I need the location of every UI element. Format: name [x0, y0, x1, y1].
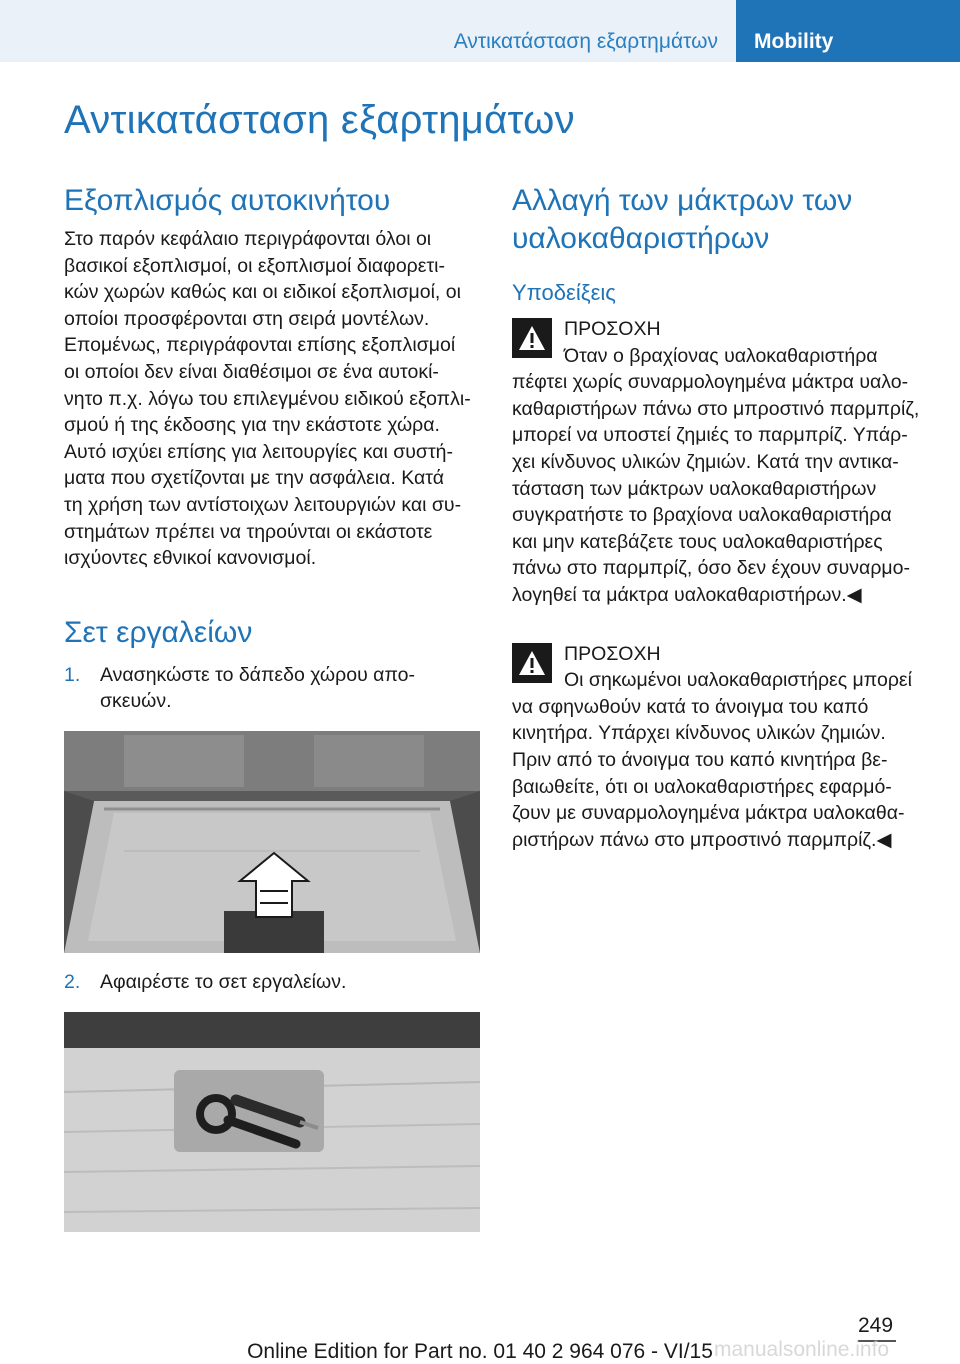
wiper-heading-line: Αλλαγή των μάκτρων των — [512, 184, 853, 217]
text-line: σμού ή της έκδοσης για την εκάστοτε χώρα. — [64, 414, 440, 437]
text-line: κών χωρών καθώς και οι ειδικοί εξοπλισμοί, οι — [64, 281, 461, 304]
trunk-floor-photo — [64, 731, 480, 953]
running-header-section-text: Αντικατάσταση εξαρτημάτων — [453, 30, 718, 53]
step-number: 2. — [64, 970, 81, 993]
text-line: ριστήρων πάνω στο μπροστινό παρμπρίζ.◀ — [512, 828, 892, 851]
text-line: Αυτό ισχύει επίσης για λειτουργίες και συστή‐ — [64, 440, 454, 463]
text-line: λογηθεί τα μάκτρα υαλοκαθαριστήρων.◀ — [512, 583, 862, 606]
text-line: χει κίνδυνος υλικών ζημιών. Κατά την αντικα‐ — [512, 450, 899, 473]
step-text-line: Ανασηκώστε το δάπεδο χώρου απο‐ — [100, 663, 415, 686]
caution-text — [512, 316, 924, 609]
text-line: βασικοί εξοπλισμοί, οι εξοπλισμοί διαφορετι‐ — [64, 254, 445, 277]
step-item — [64, 662, 484, 715]
page-number: 249 — [858, 1314, 894, 1337]
text-line: συγκρατήστε το βραχίονα υαλοκαθαριστήρα — [512, 504, 892, 527]
toolkit-heading: Σετ εργαλείων — [64, 615, 253, 649]
wiper-heading-line: υαλοκαθαριστήρων — [512, 222, 770, 255]
text-line: ματα που σχετίζονται με την ασφάλεια. Κατά — [64, 467, 444, 490]
text-line: τάσταση των μάκτρων υαλοκαθαριστήρων — [512, 477, 877, 500]
text-line: Επομένως, περιγράφονται επίσης εξοπλισμοί — [64, 334, 456, 357]
caution-label: ΠΡΟΣΟΧΗ — [564, 318, 661, 340]
step-number: 1. — [64, 663, 81, 686]
warning-icon — [512, 643, 552, 683]
notes-subheading: Υποδείξεις — [512, 280, 616, 305]
text-line: Πριν από το άνοιγμα του καπό κινητήρα βε‐ — [512, 748, 888, 771]
left-column — [64, 182, 484, 1248]
caution-label: ΠΡΟΣΟΧΗ — [564, 642, 661, 665]
step-text-line: Αφαιρέστε το σετ εργαλείων. — [100, 970, 347, 993]
caution-block — [512, 641, 924, 854]
text-line: πέφτει χωρίς συναρμολογημένα μάκτρα υαλο‐ — [512, 371, 909, 394]
text-line: Στο παρόν κεφάλαιο περιγράφονται όλοι οι — [64, 228, 432, 250]
caution-text — [512, 641, 924, 854]
toolkit-steps — [64, 662, 484, 715]
trunk-floor-illustration — [64, 731, 480, 953]
text-line: ζουν με συναρμολογημένα μάκτρα υαλοκαθα‐ — [512, 802, 905, 825]
warning-icon — [512, 318, 552, 358]
text-line: Όταν ο βραχίονας υαλοκαθαριστήρα — [564, 344, 878, 367]
equipment-heading: Εξοπλισμός αυτοκινήτου — [64, 184, 391, 217]
wiper-heading — [512, 182, 924, 258]
text-line: νητο π.χ. λόγω του επιλεγμένου ειδικού εξοπλι‐ — [64, 387, 471, 410]
text-line: βαιωθείτε, ότι οι υαλοκαθαριστήρες εφαρμό‐ — [512, 775, 892, 798]
step-text-line: σκευών. — [100, 690, 172, 713]
text-line: οποίοι προσφέρονται στη σειρά μοντέλων. — [64, 307, 430, 330]
toolkit-steps-continued — [64, 969, 484, 996]
right-column — [512, 182, 924, 853]
step-item — [64, 969, 484, 996]
text-line: στημάτων πρέπει να τηρούνται οι εκάστοτε — [64, 520, 433, 543]
caution-block — [512, 316, 924, 609]
running-header-section — [0, 0, 736, 62]
text-line: και μην κατεβάζετε τους υαλοκαθαριστήρες — [512, 530, 883, 553]
text-line: καθαριστήρων πάνω στο μπροστινό παρμπρίζ, — [512, 397, 920, 420]
toolkit-illustration — [64, 1012, 480, 1232]
toolkit-photo — [64, 1012, 480, 1232]
footer-edition: Online Edition for Part no. 01 40 2 964 076 - VI/15 — [247, 1340, 713, 1363]
running-header-chapter — [736, 0, 960, 62]
text-line: να σφηνωθούν κατά το άνοιγμα του καπό — [512, 695, 869, 718]
text-line: κινητήρα. Υπάρχει κίνδυνος υλικών ζημιών. — [512, 722, 886, 745]
text-line: Οι σηκωμένοι υαλοκαθαριστήρες μπορεί — [564, 669, 912, 692]
text-line: ισχύοντες εθνικοί κανονισμοί. — [64, 547, 317, 570]
text-line: οι οποίοι δεν είναι διαθέσιμοι σε ένα αυτοκί‐ — [64, 360, 439, 383]
page-title: Αντικατάσταση εξαρτημάτων — [64, 98, 575, 142]
text-line: μπορεί να υποστεί ζημιές το παρμπρίζ. Υπάρ‐ — [512, 424, 908, 447]
text-line: πάνω στο παρμπρίζ, όσο δεν έχουν συναρμο‐ — [512, 557, 910, 580]
equipment-paragraph — [64, 226, 484, 572]
text-line: τη χρήση των αντίστοιχων λειτουργιών και συ‐ — [64, 493, 462, 516]
running-header-chapter-text: Mobility — [754, 30, 834, 53]
watermark: manualsonline.info — [714, 1338, 890, 1361]
